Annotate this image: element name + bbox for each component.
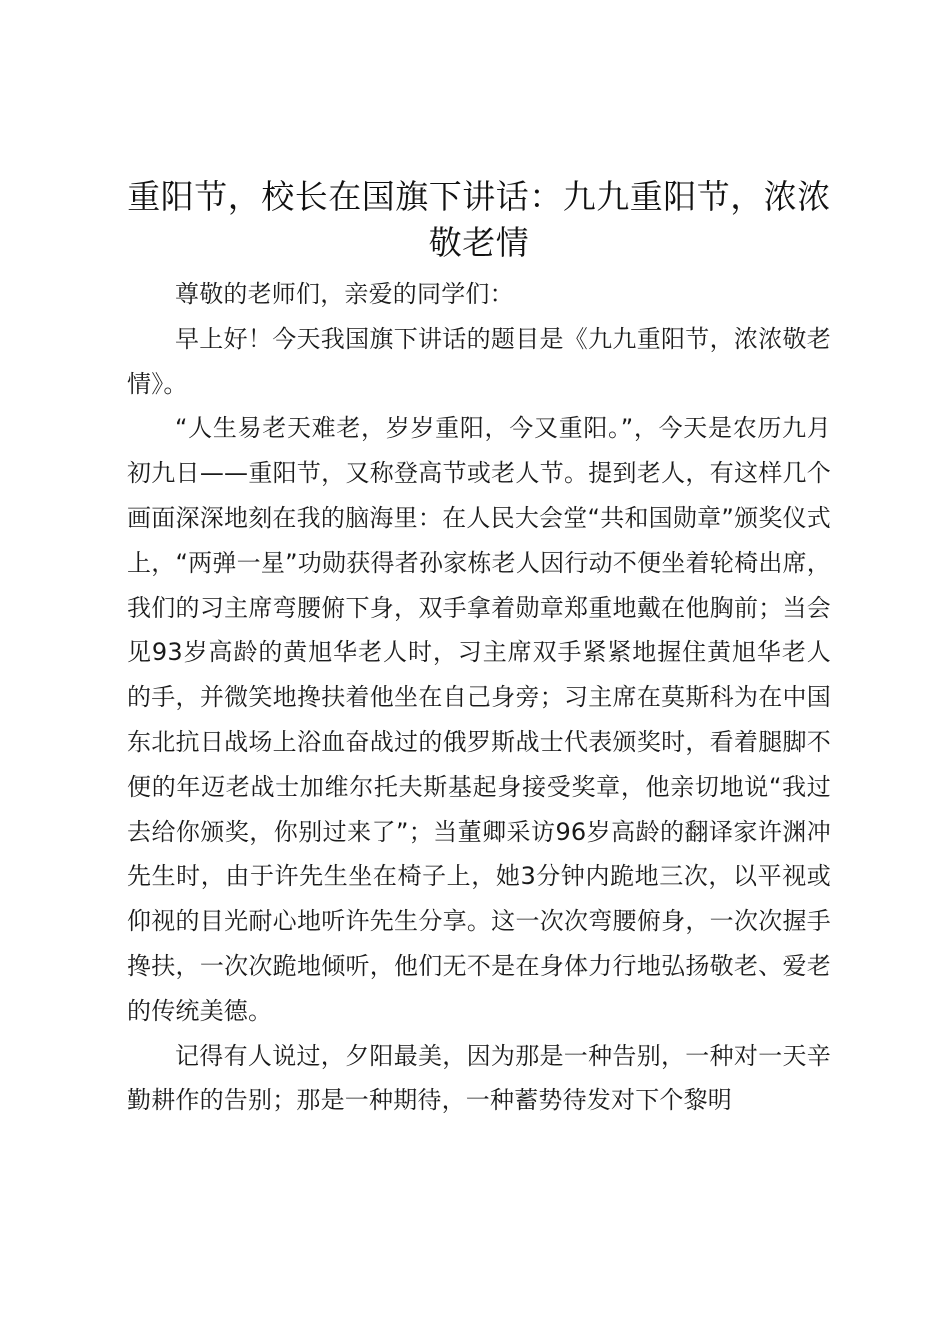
body-paragraph: 记得有人说过，夕阳最美，因为那是一种告别，一种对一天辛勤耕作的告别；那是一种期待，一种蓄势待发对下个黎明: [127, 1041, 831, 1115]
document-body: [127, 174, 831, 1123]
body-paragraph: “人生易老天难老，岁岁重阳，今又重阳。”，今天是农历九月初九日——重阳节，又称登高节或老人节。提到老人，有这样几个画面深深地刻在我的脑海里：在人民大会堂“共和国勋章”颁奖仪式上，“两弹一星”功勋获得者孙家栋老人因行动不便坐着轮椅出席，我们的习主席弯腰俯下身，双手拿着勋章郑重地戴在他胸前；当会见93岁高龄的黄旭华老人时，习主席双手紧紧地握住黄旭华老人的手，并微笑地搀扶着他坐在自己身旁；习主席在莫斯科为在中国东北抗日战场上浴血奋战过的俄罗斯战士代表颁奖时，看着腿脚不便的年迈老战士加维尔托夫斯基起身接受奖章，他亲切地说“我过去给你颁奖，你别过来了”；当董卿采访96岁高龄的翻译家许渊冲先生时，由于许先生坐在椅子上，她3分钟内跪地三次，以平视或仰视的目光耐心地听许先生分享。这一次次弯腰俯身，一次次握手搀扶，一次次跪地倾听，他们无不是在身体力行地弘扬敬老、爱老的传统美德。: [127, 414, 831, 1025]
document-title: 重阳节，校长在国旗下讲话：九九重阳节，浓浓敬老情: [127, 177, 831, 262]
salutation-paragraph: 尊敬的老师们，亲爱的同学们：: [175, 280, 514, 308]
greeting-paragraph: 早上好！今天我国旗下讲话的题目是《九九重阳节，浓浓敬老情》。: [127, 324, 831, 398]
